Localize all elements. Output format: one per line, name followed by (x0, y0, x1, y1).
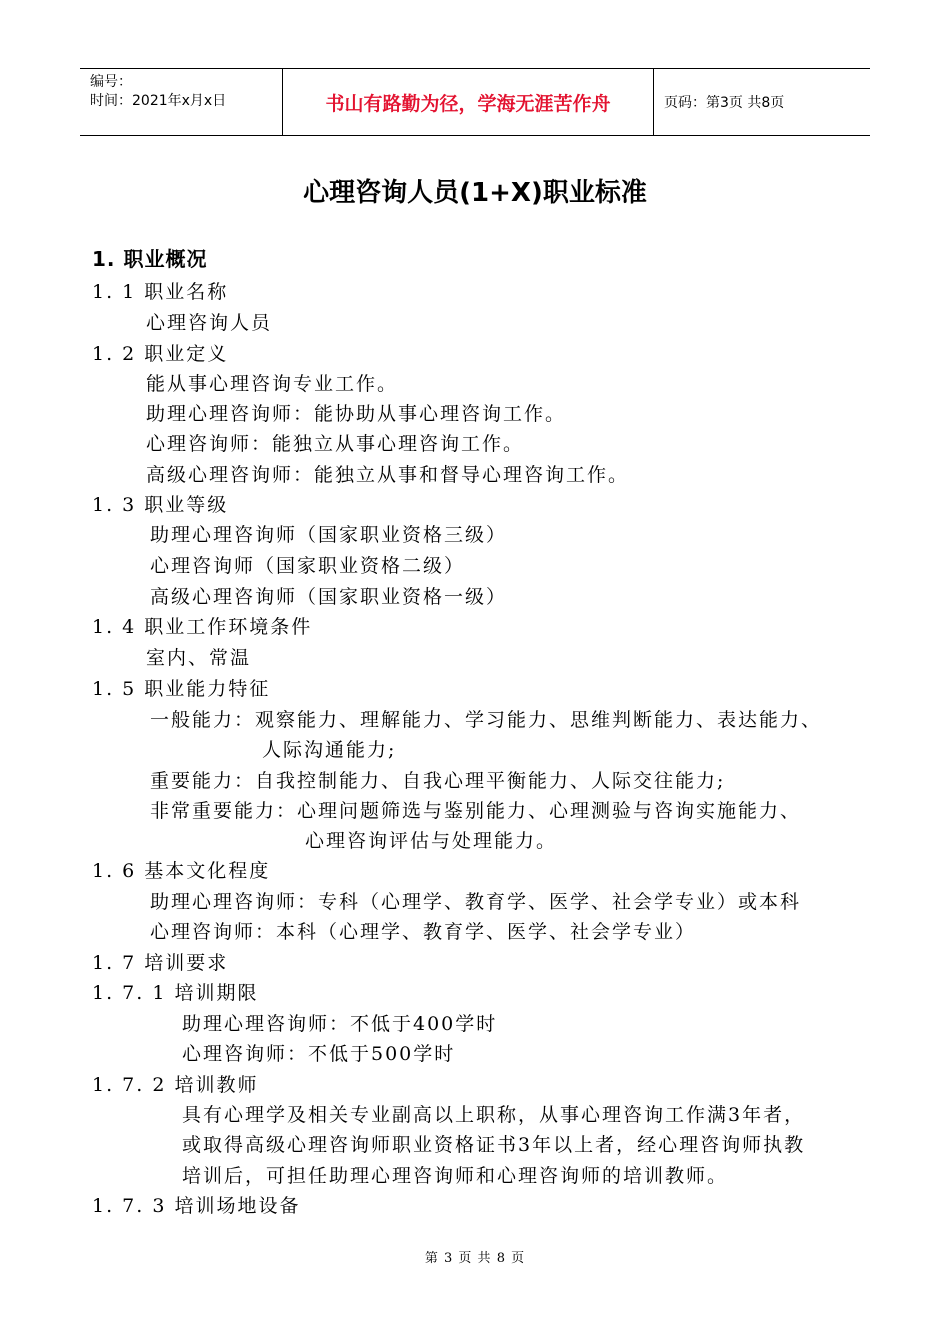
text-line: 1. 4 职业工作环境条件 (92, 616, 313, 638)
text-line: 心理咨询评估与处理能力。 (305, 830, 558, 852)
page-header (80, 68, 870, 136)
text-line: 心理咨询师（国家职业资格二级） (150, 555, 466, 577)
text-line: 心理咨询师：不低于500学时 (182, 1043, 456, 1065)
document-date: 时间：2021年x月x日 (90, 93, 227, 109)
text-line: 助理心理咨询师：能协助从事心理咨询工作。 (146, 403, 567, 425)
text-line: 1. 5 职业能力特征 (92, 678, 271, 700)
page-footer: 第 3 页 共 8 页 (424, 1251, 526, 1266)
text-line: 非常重要能力：心理问题筛选与鉴别能力、心理测验与咨询实施能力、 (150, 800, 802, 822)
text-line: 助理心理咨询师（国家职业资格三级） (150, 524, 508, 546)
text-line: 或取得高级心理咨询师职业资格证书3年以上者，经心理咨询师执教 (182, 1134, 806, 1156)
text-line: 室内、常温 (146, 647, 252, 669)
text-line: 具有心理学及相关专业副高以上职称，从事心理咨询工作满3年者， (182, 1104, 806, 1126)
text-line: 心理咨询师：能独立从事心理咨询工作。 (146, 433, 525, 455)
header-meta (80, 69, 282, 135)
text-line: 心理咨询师：本科（心理学、教育学、医学、社会学专业） (150, 921, 697, 943)
section-heading: 1. 职业概况 (92, 247, 208, 271)
text-line: 能从事心理咨询专业工作。 (146, 373, 399, 395)
document-number-label: 编号： (90, 74, 132, 90)
text-line: 人际沟通能力; (262, 739, 397, 761)
text-line: 1. 2 职业定义 (92, 343, 229, 365)
text-line: 1. 7. 1 培训期限 (92, 982, 259, 1004)
text-line: 助理心理咨询师：专科（心理学、教育学、医学、社会学专业）或本科 (150, 891, 802, 913)
header-motto: 书山有路勤为径，学海无涯苦作舟 (282, 69, 654, 135)
text-line: 高级心理咨询师（国家职业资格一级） (150, 586, 508, 608)
text-line: 1. 3 职业等级 (92, 494, 229, 516)
text-line: 高级心理咨询师：能独立从事和督导心理咨询工作。 (146, 464, 630, 486)
header-page-info: 页码：第3页 共8页 (664, 95, 785, 111)
text-line: 1. 7. 2 培训教师 (92, 1074, 259, 1096)
text-line: 心理咨询人员 (146, 312, 273, 334)
text-line: 1. 1 职业名称 (92, 281, 229, 303)
text-line: 1. 6 基本文化程度 (92, 860, 271, 882)
text-line: 重要能力：自我控制能力、自我心理平衡能力、人际交往能力; (150, 770, 726, 792)
text-line: 1. 7. 3 培训场地设备 (92, 1195, 301, 1217)
text-line: 1. 7 培训要求 (92, 952, 229, 974)
document-title: 心理咨询人员(1+X)职业标准 (303, 178, 647, 208)
text-line: 培训后，可担任助理心理咨询师和心理咨询师的培训教师。 (182, 1165, 729, 1187)
text-line: 助理心理咨询师：不低于400学时 (182, 1013, 498, 1035)
text-line: 一般能力：观察能力、理解能力、学习能力、思维判断能力、表达能力、 (150, 709, 823, 731)
